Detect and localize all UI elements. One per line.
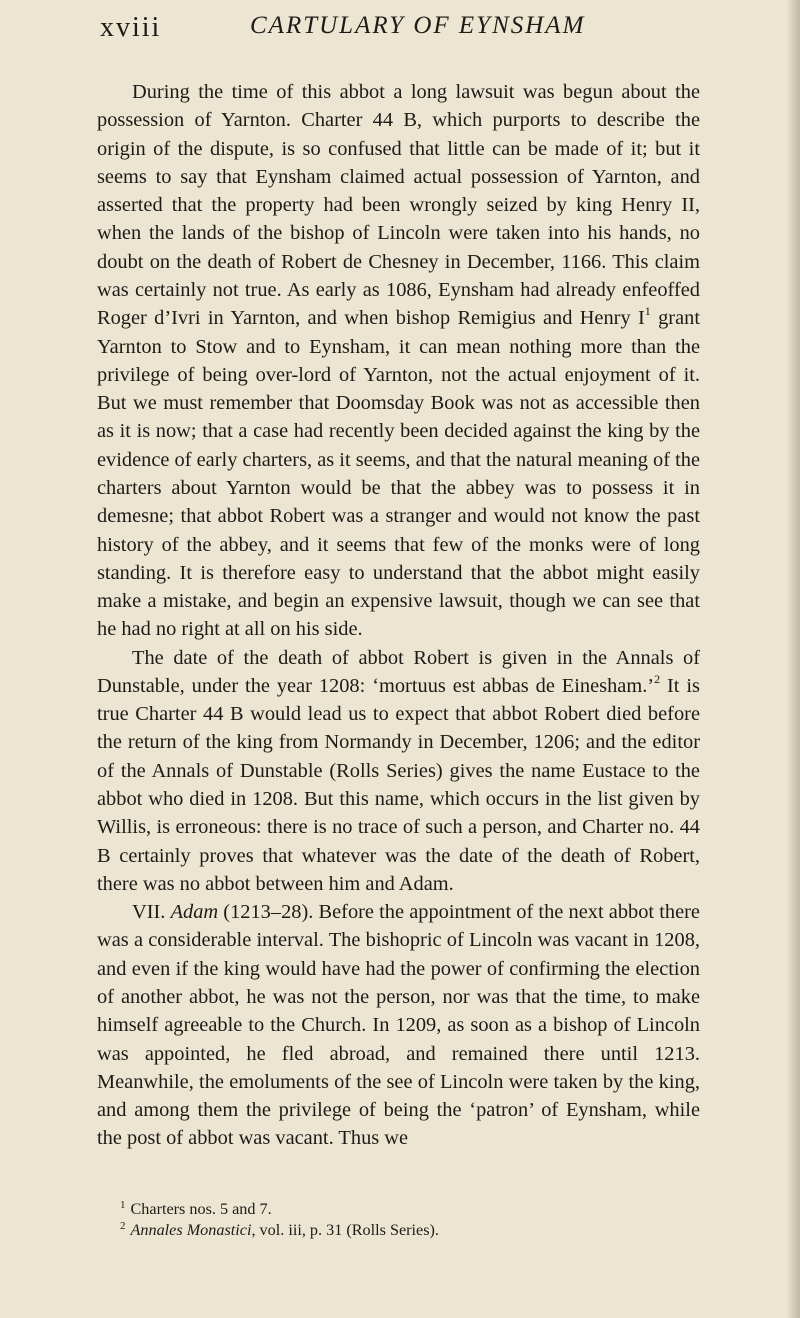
paragraph-2-text: The date of the death of abbot Robert is given in the Annals of Dunstable, under the year 1208: ‘mortuus est abbas de Einesham.’ — [97, 646, 700, 697]
page-header — [100, 12, 660, 62]
page-number: xviii — [100, 12, 162, 43]
footnotes — [120, 1199, 680, 1241]
paragraph-2-continued: It is true Charter 44 B would lead us to expect that abbot Robert died before the return of the king from Normandy in December, 1206; and the editor of the Annals of Dunstable (Rolls Series) gives the name Eustace to the abbot who died in 1208. But this name, which occurs in the list given by Willis, is erroneous: there is no trace of such a person, and Charter no. 44 B certainly proves that whatever was the date of the death of Robert, there was no abbot between him and Adam. — [97, 674, 700, 895]
main-text — [97, 78, 700, 1153]
running-title: CARTULARY OF EYNSHAM — [250, 12, 586, 39]
footnote-1 — [120, 1199, 680, 1220]
paragraph-1 — [97, 78, 700, 644]
footnote-1-text: Charters nos. 5 and 7. — [130, 1200, 272, 1218]
footnote-1-mark: 1 — [120, 1199, 126, 1211]
section-number: VII. — [132, 901, 171, 924]
footnote-ref-1: 1 — [644, 304, 651, 319]
footnote-2-text: , vol. iii, p. 31 (Rolls Series). — [251, 1221, 439, 1239]
page-edge-shadow — [786, 0, 800, 1318]
paragraph-3-text: (1213–28). Before the appointment of the next abbot there was a considerable interval. The bishopric of Lincoln was vacant in 1208, and even if the king would have had the power of confirming the election of another abbot, he was not the person, nor was that the time, to make himself agreeable to the Church. In 1209, as soon as a bishop of Lincoln was appointed, he fled abroad, and remained there until 1213. Meanwhile, the emoluments of the see of Lincoln were taken by the king, and among them the privilege of being the ‘patron’ of Eynsham, while the post of abbot was vacant. Thus we — [97, 901, 700, 1150]
paragraph-2 — [97, 644, 700, 899]
footnote-2-mark: 2 — [120, 1220, 126, 1232]
paragraph-1-continued: grant Yarnton to Stow and to Eynsham, it can mean nothing more than the privilege of being over-lord of Yarnton, not the actual enjoyment of it. But we must remember that Doomsday Book was not as accessible then as it is now; that a case had recently been decided against the king by the evidence of early charters, as it seems, and that the natural meaning of the charters about Yarnton would be that the abbey was to possess it in demesne; that abbot Robert was a stranger and would not know the past history of the abbey, and it seems that few of the monks were of long standing. It is therefore easy to understand that the abbot might easily make a mistake, and begin an expensive lawsuit, though we can see that he had no right at all on his side. — [97, 307, 700, 641]
paragraph-3 — [97, 898, 700, 1153]
paragraph-1-text: During the time of this abbot a long lawsuit was begun about the possession of Yarnton. Charter 44 B, which purports to describe the origin of the dispute, is so confused that little can be made of it; but it seems to say that Eynsham claimed actual possession of Yarnton, and asserted that the property had been wrongly seized by king Henry II, when the lands of the bishop of Lincoln were taken into his hands, no doubt on the death of Robert de Chesney in December, 1166. This claim was certainly not true. As early as 1086, Eynsham had already enfeoffed Roger d’Ivri in Yarnton, and when bishop Remigius and Henry I — [97, 81, 700, 330]
abbot-name: Adam — [170, 901, 219, 924]
footnote-2-title: Annales Monastici — [130, 1221, 252, 1239]
footnote-2 — [120, 1220, 680, 1241]
footnote-ref-2: 2 — [654, 671, 661, 686]
